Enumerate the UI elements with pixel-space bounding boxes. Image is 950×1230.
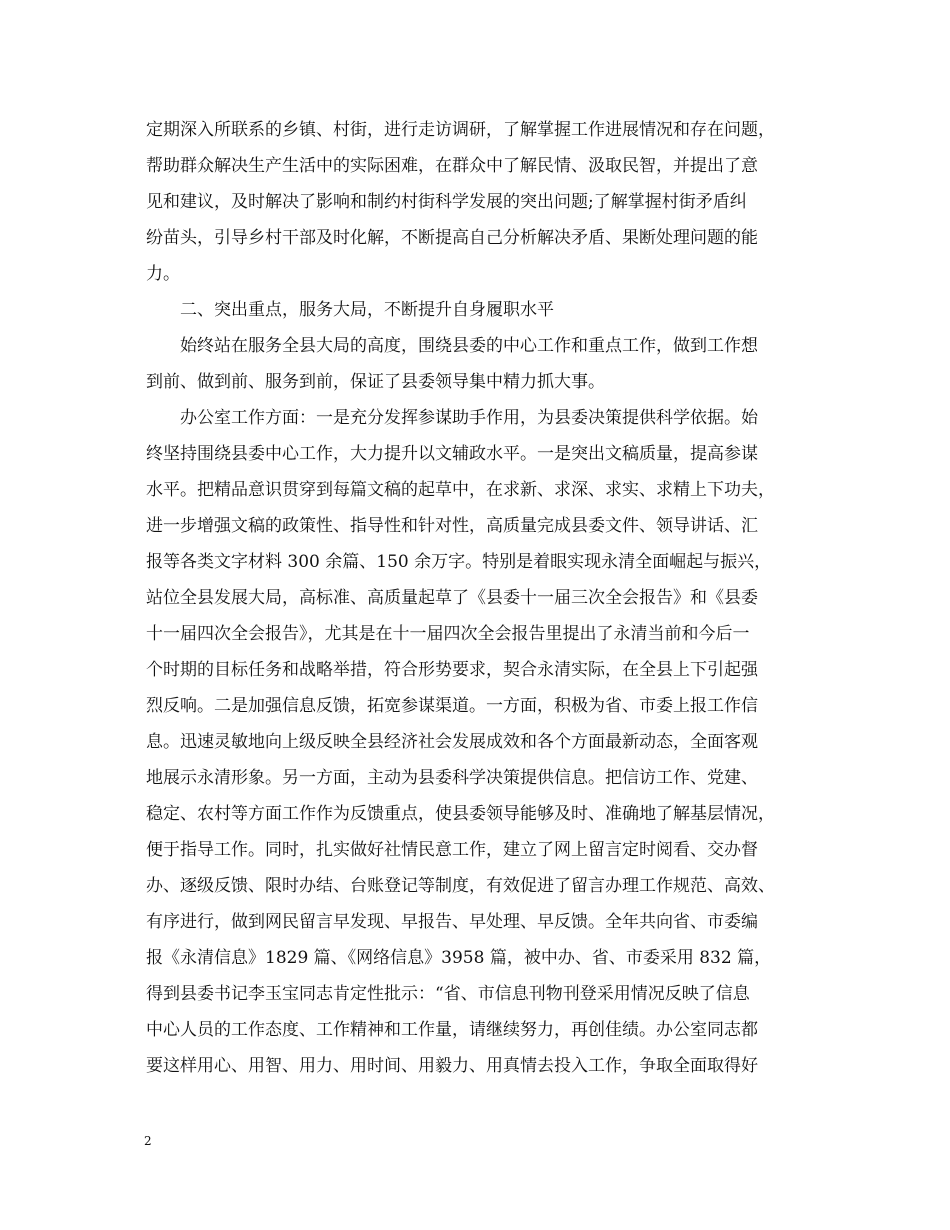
document-body: [146, 112, 806, 1084]
text-line: 力。: [146, 264, 180, 284]
text-line: 办、逐级反馈、限时办结、台账登记等制度，有效促进了留言办理工作规范、高效、: [146, 876, 775, 896]
text-line: 进一步增强文稿的政策性、指导性和针对性，高质量完成县委文件、领导讲话、汇: [146, 516, 758, 536]
text-line: 便于指导工作。同时，扎实做好社情民意工作，建立了网上留言定时阅看、交办督: [146, 840, 758, 860]
text-line: 得到县委书记李玉宝同志肯定性批示：“省、市信息刊物刊登采用情况反映了信息: [146, 984, 750, 1004]
paragraph-start-line: 始终站在服务全县大局的高度，围绕县委的中心工作和重点工作，做到工作想: [180, 336, 758, 356]
paragraph-start-line: 办公室工作方面：一是充分发挥参谋助手作用，为县委决策提供科学依据。始: [180, 408, 758, 428]
text-line: 个时期的目标任务和战略举措，符合形势要求，契合永清实际，在全县上下引起强: [146, 660, 758, 680]
text-line: 稳定、农村等方面工作作为反馈重点，使县委领导能够及时、准确地了解基层情况，: [146, 804, 775, 824]
text-line: 纷苗头，引导乡村干部及时化解，不断提高自己分析解决矛盾、果断处理问题的能: [146, 228, 758, 248]
text-line: 水平。把精品意识贯穿到每篇文稿的起草中，在求新、求深、求实、求精上下功夫，: [146, 480, 775, 500]
text-line: 定期深入所联系的乡镇、村街，进行走访调研，了解掌握工作进展情况和存在问题，: [146, 120, 775, 140]
text-line: 要这样用心、用智、用力、用时间、用毅力、用真情去投入工作，争取全面取得好: [146, 1056, 758, 1076]
text-line: 站位全县发展大局，高标准、高质量起草了《县委十一届三次全会报告》和《县委: [146, 588, 758, 608]
text-line: 有序进行，做到网民留言早发现、早报告、早处理、早反馈。全年共向省、市委编: [146, 912, 758, 932]
text-line: 息。迅速灵敏地向上级反映全县经济社会发展成效和各个方面最新动态，全面客观: [146, 732, 758, 752]
text-line: 终坚持围绕县委中心工作，大力提升以文辅政水平。一是突出文稿质量，提高参谋: [146, 444, 758, 464]
text-line: 帮助群众解决生产生活中的实际困难，在群众中了解民情、汲取民智，并提出了意: [146, 156, 758, 176]
text-line: 烈反响。二是加强信息反馈，拓宽参谋渠道。一方面，积极为省、市委上报工作信: [146, 696, 758, 716]
section-heading: 二、突出重点，服务大局，不断提升自身履职水平: [180, 300, 554, 320]
text-line: 报等各类文字材料 300 余篇、150 余万字。特别是着眼实现永清全面崛起与振兴，: [146, 552, 772, 572]
text-line: 见和建议，及时解决了影响和制约村街科学发展的突出问题;了解掌握村街矛盾纠: [146, 192, 747, 212]
text-line: 中心人员的工作态度、工作精神和工作量，请继续努力，再创佳绩。办公室同志都: [146, 1020, 758, 1040]
text-line: 报《永清信息》1829 篇、《网络信息》3958 篇，被中办、省、市委采用 832 篇，: [146, 948, 772, 968]
text-line: 地展示永清形象。另一方面，主动为县委科学决策提供信息。把信访工作、党建、: [146, 768, 758, 788]
page-number: 2: [144, 1134, 152, 1148]
text-line: 十一届四次全会报告》，尤其是在十一届四次全会报告里提出了永清当前和今后一: [146, 624, 750, 644]
text-line: 到前、做到前、服务到前，保证了县委领导集中精力抓大事。: [146, 372, 605, 392]
